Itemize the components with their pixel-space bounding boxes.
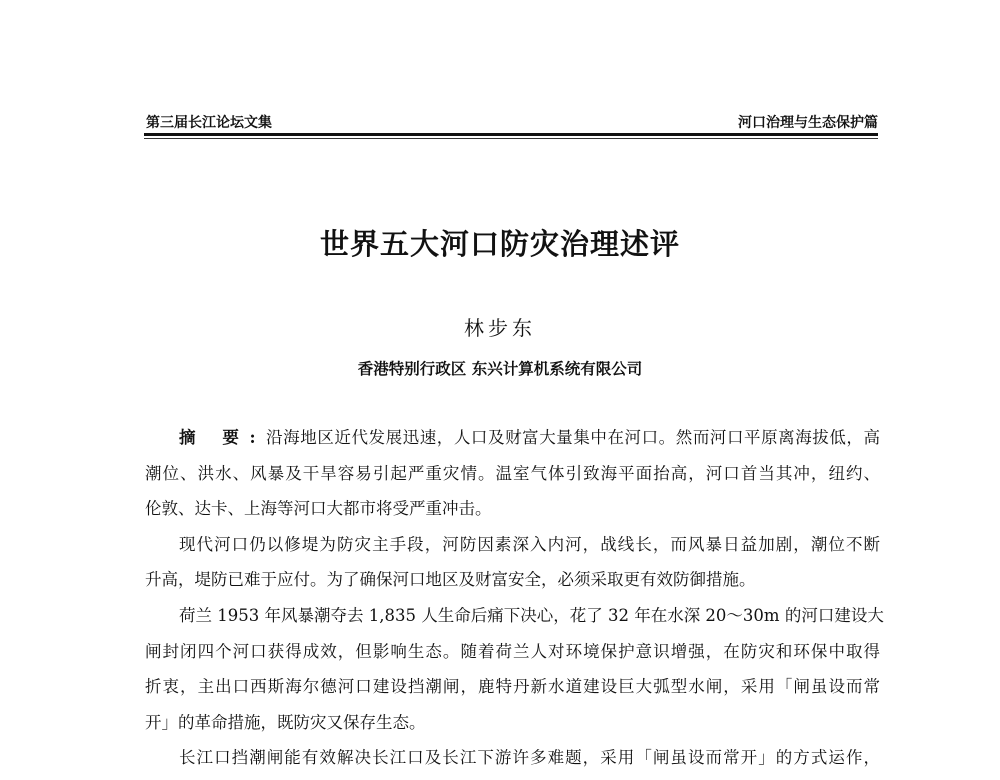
article-title: 世界五大河口防灾治理述评 xyxy=(319,227,680,261)
running-header-right: 河口治理与生态保护篇 xyxy=(738,115,878,131)
paragraph-line: 荷兰 1953 年风暴潮夺去 1,835 人生命后痛下决心，花了 32 年在水深 20～30m 的河口建设大 xyxy=(179,605,884,625)
abstract-label: 摘 要: xyxy=(179,428,266,447)
article-body xyxy=(145,424,884,780)
abstract-line: 潮位、洪水、风暴及干旱容易引起严重灾情。温室气体引致海平面抬高，河口首当其冲，纽约、 xyxy=(145,463,880,483)
paragraph-line: 开」的革命措施，既防灾又保存生态。 xyxy=(145,712,426,732)
abstract-line: 伦敦、达卡、上海等河口大都市将受严重冲击。 xyxy=(145,499,492,519)
abstract-line-text: 沿海地区近代发展迅速，人口及财富大量集中在河口。然而河口平原离海拔低，高 xyxy=(265,428,880,447)
paragraph-line: 折衷，主出口西斯海尔德河口建设挡潮闸，鹿特丹新水道建设巨大弧型水闸，采用「闸虽设而常 xyxy=(145,677,880,697)
abstract-line xyxy=(145,424,880,460)
header-rule xyxy=(144,133,878,136)
affiliation: 香港特别行政区 东兴计算机系统有限公司 xyxy=(357,359,643,378)
paragraph-line: 升高，堤防已难于应付。为了确保河口地区及财富安全，必须采取更有效防御措施。 xyxy=(145,570,756,590)
author: 林步东 xyxy=(464,316,536,340)
running-header-left: 第三届长江论坛文集 xyxy=(146,115,272,131)
paragraph-line: 长江口挡潮闸能有效解决长江口及长江下游许多难题，采用「闸虽设而常开」的方式运作， xyxy=(179,748,880,768)
header-rule-thin xyxy=(144,138,878,139)
paragraph-line: 闸封闭四个河口获得成效，但影响生态。随着荷兰人对环境保护意识增强，在防灾和环保中取得 xyxy=(145,641,880,661)
paragraph-line: 现代河口仍以修堤为防灾主手段，河防因素深入内河，战线长，而风暴日益加剧，潮位不断 xyxy=(179,534,880,554)
